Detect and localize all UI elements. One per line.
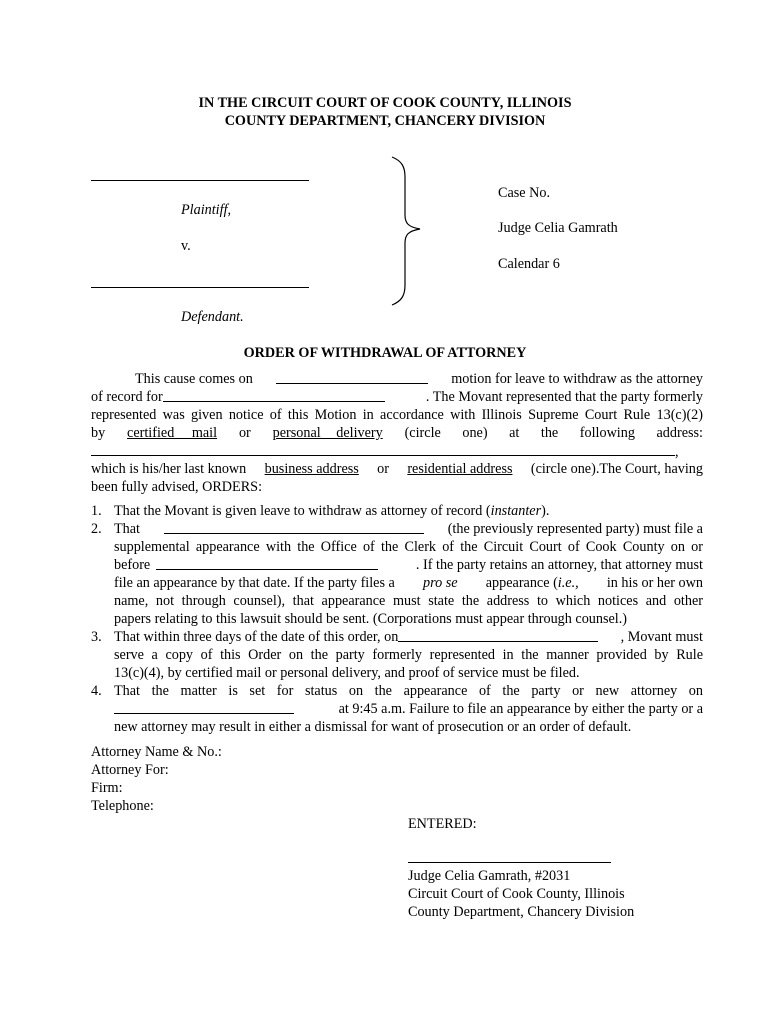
intro-text: . The Movant represented that the party formerly <box>425 389 703 405</box>
service-date-blank[interactable] <box>398 628 598 642</box>
appearance-deadline-blank[interactable] <box>156 556 378 570</box>
order-2-line-3 <box>114 556 703 574</box>
personal-delivery-option[interactable]: personal delivery <box>272 425 383 441</box>
order-2-line-2: supplemental appearance with the Office of the Clerk of the Circuit Court of Cook County on or <box>114 539 703 555</box>
order-number: 2. <box>91 521 102 537</box>
versus-label: v. <box>181 238 191 254</box>
caption-brace <box>390 155 430 310</box>
order-1-text <box>114 502 549 520</box>
order-2-line-5: name, not through counsel), that appearance must state the address to which notices and other <box>114 593 703 609</box>
intro-text: by <box>91 425 106 441</box>
order-text: That <box>114 521 140 537</box>
status-date-blank[interactable] <box>114 700 294 714</box>
order-4-line-1: That the matter is set for status on the appearance of the party or new attorney on <box>114 683 703 699</box>
case-number-label: Case No. <box>498 185 551 201</box>
defendant-label: Defendant. <box>181 309 244 325</box>
order-number: 3. <box>91 629 102 645</box>
intro-text: which is his/her last known <box>91 461 247 477</box>
intro-text: (circle one) at the following address: <box>404 425 703 441</box>
business-address-option[interactable]: business address <box>264 461 359 477</box>
order-text: in his or her own <box>606 575 703 591</box>
order-text: , Movant must <box>620 629 703 645</box>
calendar-label: Calendar 6 <box>498 256 560 272</box>
order-3-line-2: serve a copy of this Order on the party formerly represented in the manner provided by Rule <box>114 647 703 663</box>
order-text: ). <box>541 503 550 519</box>
court-header-line1: IN THE CIRCUIT COURT OF COOK COUNTY, ILLINOIS <box>198 95 572 111</box>
court-header-line2: COUNTY DEPARTMENT, CHANCERY DIVISION <box>224 113 546 129</box>
party-of-record-blank[interactable] <box>163 388 385 402</box>
intro-line-3: represented was given notice of this Motion in accordance with Illinois Supreme Court Rule 13(c)(2) <box>91 407 703 423</box>
attorney-name-label: Attorney Name & No.: <box>91 744 222 760</box>
order-4-line-2 <box>114 700 703 718</box>
order-3-line-1 <box>114 628 703 646</box>
plaintiff-blank-line <box>91 180 309 181</box>
intro-text: of record for <box>91 389 163 405</box>
intro-line-6 <box>91 460 703 478</box>
order-text: file an appearance by that date. If the party files a <box>114 575 395 591</box>
order-number: 1. <box>91 503 102 519</box>
intro-text: This cause comes on <box>135 371 253 387</box>
ie-term: i.e., <box>557 575 579 591</box>
division-name: County Department, Chancery Division <box>408 904 635 920</box>
firm-label: Firm: <box>91 780 123 796</box>
order-text: That within three days of the date of this order, on <box>114 629 399 645</box>
order-2-line-4 <box>114 574 703 592</box>
court-name: Circuit Court of Cook County, Illinois <box>408 886 625 902</box>
certified-mail-option[interactable]: certified mail <box>127 425 218 441</box>
intro-line-7: been fully advised, ORDERS: <box>91 479 263 495</box>
order-3-line-3: 13(c)(4), by certified mail or personal delivery, and proof of service must be filed. <box>114 665 580 681</box>
telephone-label: Telephone: <box>91 798 154 814</box>
order-2-line-6: papers relating to this lawsuit should be sent. (Corporations must appear through counsel.) <box>114 611 628 627</box>
represented-party-blank[interactable] <box>164 520 424 534</box>
order-text: That the Movant is given leave to withdraw as attorney of record ( <box>114 503 491 519</box>
entered-label: ENTERED: <box>408 816 477 832</box>
defendant-blank-line <box>91 287 309 288</box>
address-blank[interactable] <box>91 442 675 456</box>
intro-line-1 <box>135 370 703 388</box>
order-text: (the previously represented party) must file a <box>447 521 703 537</box>
intro-text: (circle one).The Court, having <box>530 461 703 477</box>
order-text: appearance ( <box>485 575 558 591</box>
order-text: before <box>114 557 151 573</box>
judge-name: Judge Celia Gamrath, #2031 <box>408 868 571 884</box>
pro-se-term: pro se <box>423 575 458 591</box>
instanter-term: instanter <box>490 503 542 519</box>
intro-line-4 <box>91 424 703 442</box>
residential-address-option[interactable]: residential address <box>407 461 513 477</box>
order-text: at 9:45 a.m. Failure to file an appearance by either the party or a <box>338 701 703 717</box>
attorney-for-label: Attorney For: <box>91 762 169 778</box>
order-4-line-3: new attorney may result in either a dismissal for want of prosecution or an order of default. <box>114 719 632 735</box>
order-2-line-1 <box>114 520 703 538</box>
order-text: . If the party retains an attorney, that attorney must <box>415 557 703 573</box>
intro-line-2 <box>91 388 703 406</box>
plaintiff-label: Plaintiff, <box>181 202 232 218</box>
intro-text: motion for leave to withdraw as the attorney <box>451 371 703 387</box>
intro-text: or <box>238 425 251 441</box>
intro-text: or <box>377 461 389 477</box>
motion-date-blank[interactable] <box>276 370 428 384</box>
intro-text: , <box>675 444 679 460</box>
judge-label: Judge Celia Gamrath <box>498 220 618 236</box>
order-number: 4. <box>91 683 102 699</box>
order-title: ORDER OF WITHDRAWAL OF ATTORNEY <box>243 345 527 361</box>
intro-line-5 <box>91 442 703 461</box>
judge-signature-line[interactable] <box>408 862 611 863</box>
